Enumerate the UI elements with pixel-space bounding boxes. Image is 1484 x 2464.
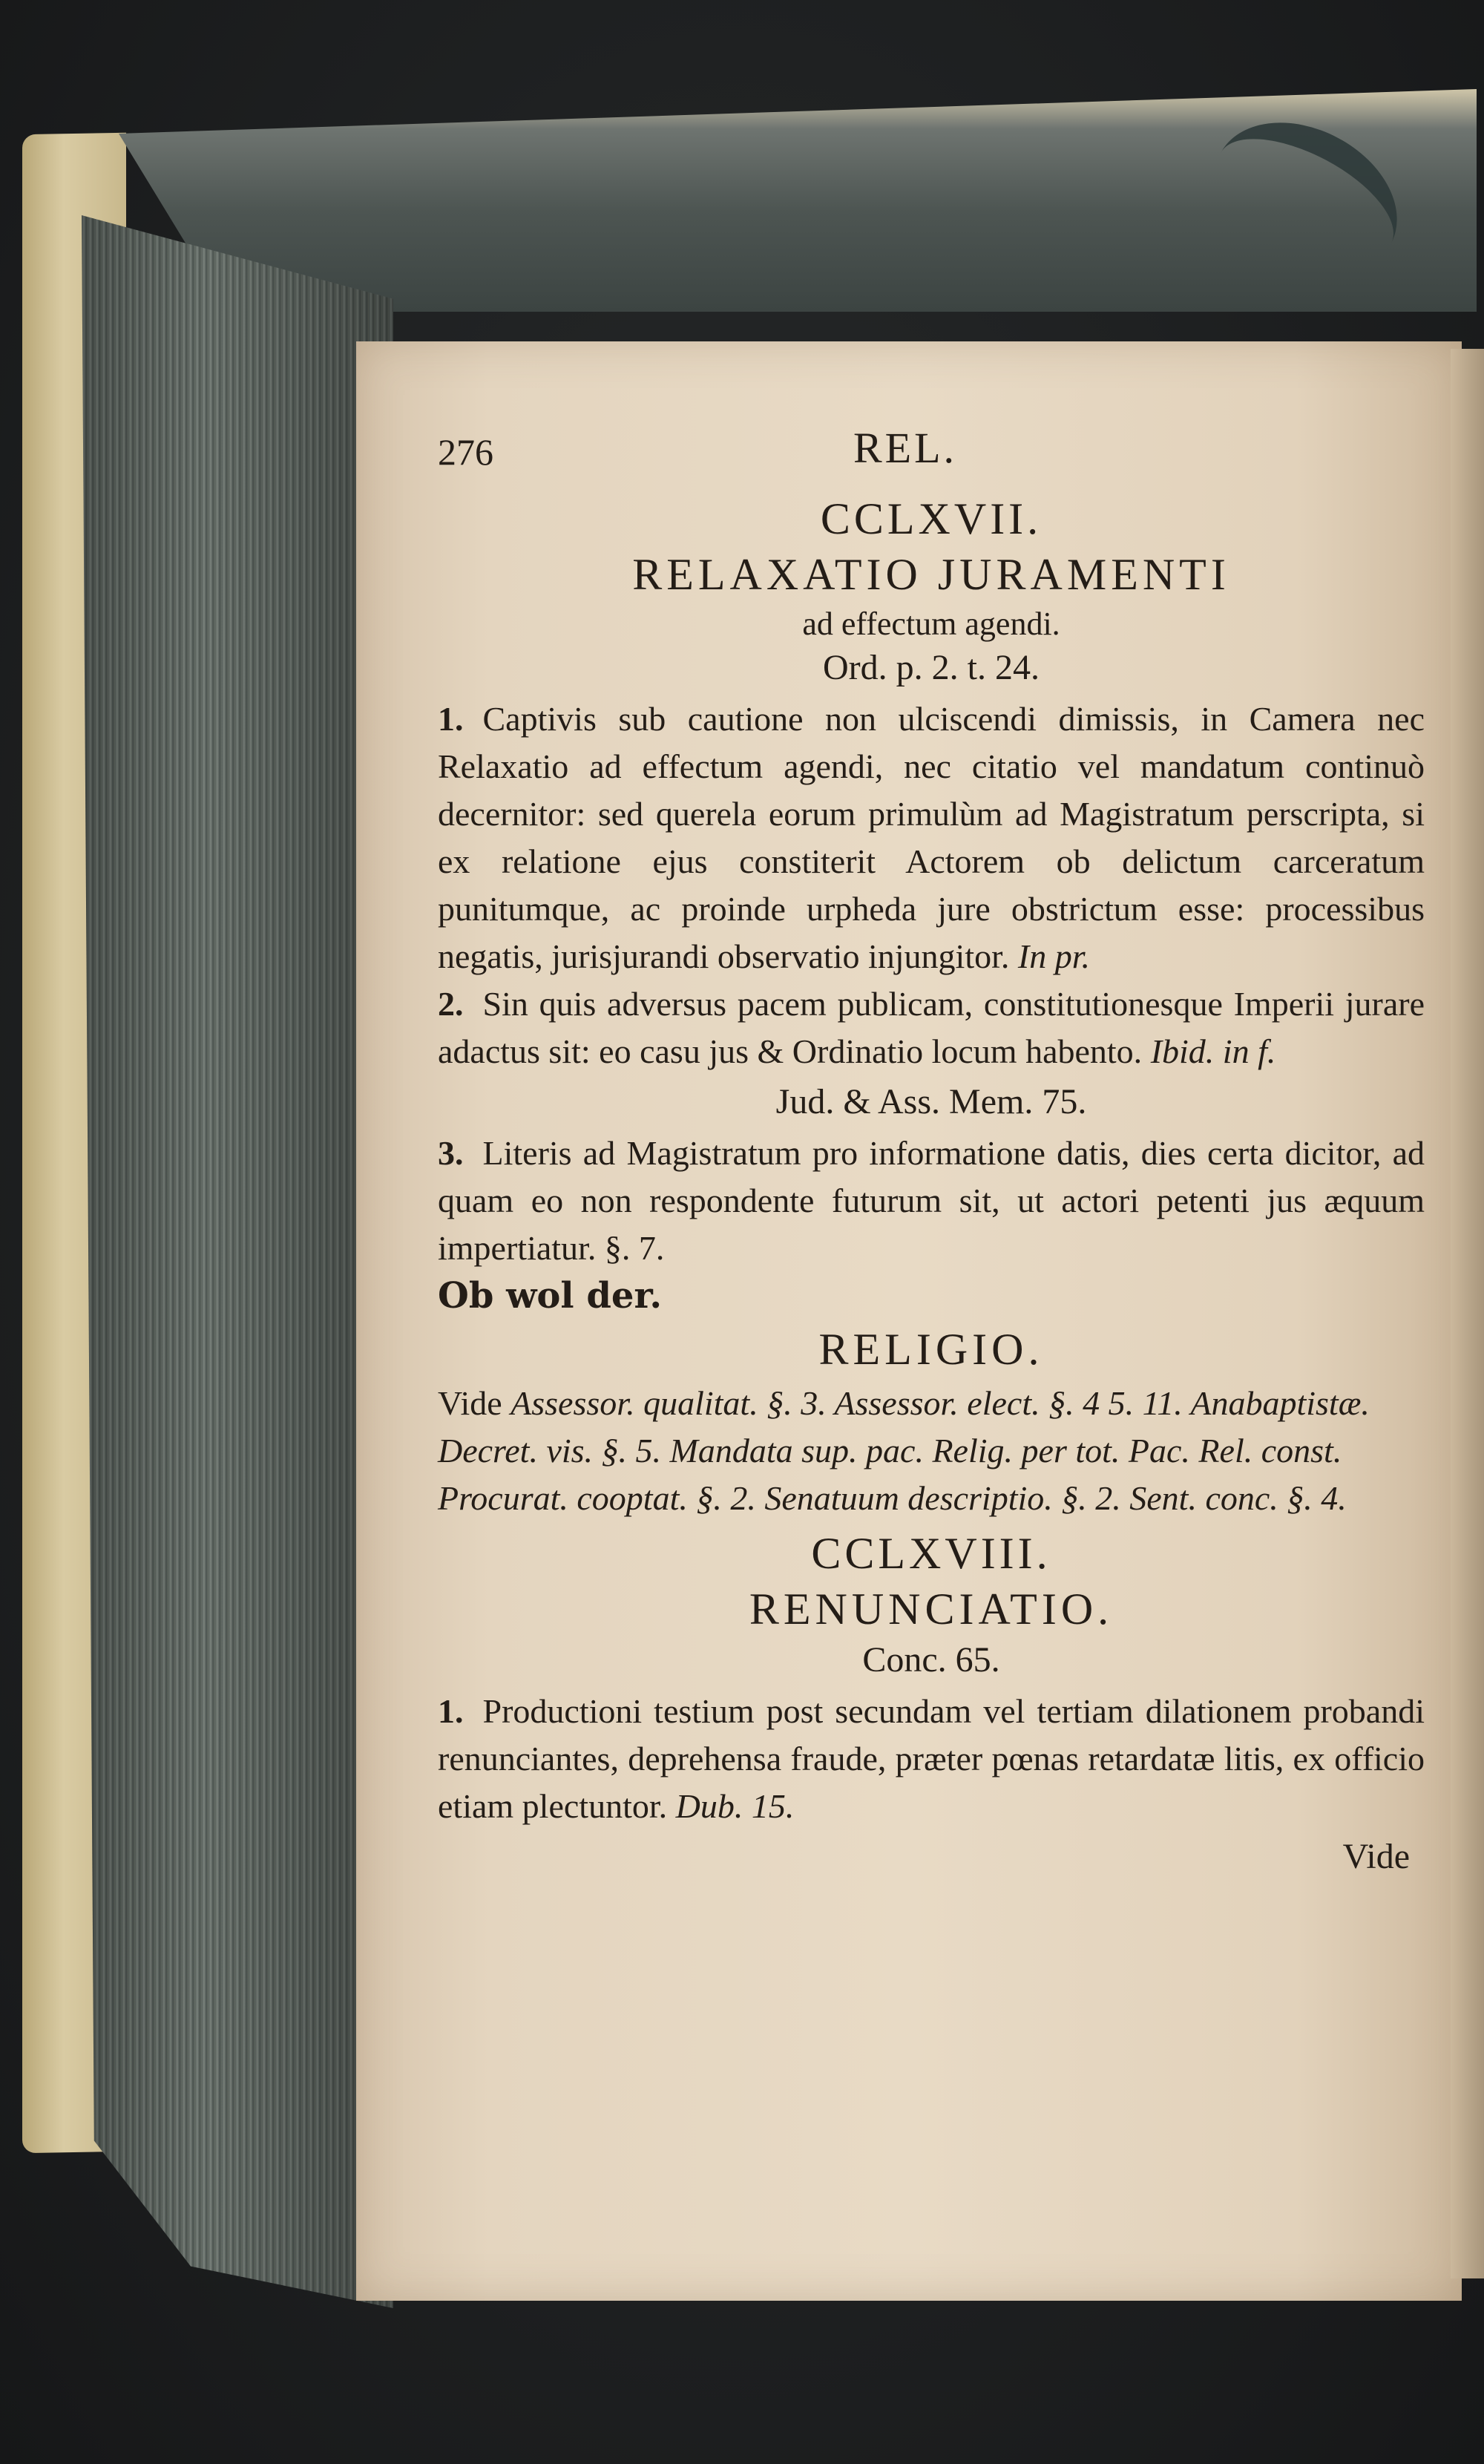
entry-reference-2: Jud. & Ass. Mem. 75. [775,1082,1087,1121]
catchword: Vide [1342,1837,1410,1876]
paragraph-text: Captivis sub cautione non ulciscendi dimissis, in Camera nec Relaxatio ad effectum agendi, nec citatio vel mandatum continuò decernitor: sed querela eorum primulùm ad Magistratum perscripta, si ex relatione ejus constiterit Actorem ob delictum carceratum punitumque, ac proinde urpheda jure obstrictum esse: processibus negatis, jurisjurandi observatio injungitor. [438,700,1425,975]
entry-reference: Conc. 65. [862,1640,1000,1680]
paragraph [438,1688,1425,1830]
entry-subtitle: ad effectum agendi. [802,606,1060,642]
page-header [438,423,1425,494]
entry-title: RELIGIO. [818,1325,1044,1374]
paragraph [438,980,1425,1075]
paragraph-citation: In pr. [1017,937,1091,975]
entry-relaxatio [438,494,1425,1317]
paragraph-number: 1. [438,700,464,738]
paragraph-text: Literis ad Magistratum pro informatione datis, dies certa dicitor, ad quam eo non respondente futurum sit, ut actori petenti jus æquum impertiatur. [438,1134,1425,1267]
paragraph-number: 2. [438,985,464,1023]
vide-lead: Vide [438,1384,502,1422]
entry-reference: Ord. p. 2. t. 24. [823,648,1040,687]
facing-page-edge [1451,349,1484,2278]
entry-title: RENUNCIATIO. [749,1585,1114,1634]
paragraph-text: Sin quis adversus pacem publicam, constitutionesque Imperii jurare adactus sit: eo casu jus & Ordinatio locum habento. [438,985,1425,1070]
book-fore-edge-shade [82,215,393,2308]
running-head: REL. [853,424,958,472]
paragraph-citation: Dub. 15. [675,1787,795,1825]
paragraph-number: 1. [438,1692,464,1730]
entry-religio [438,1324,1425,1522]
page-number: 276 [438,431,493,473]
entry-numeral: CCLXVII. [820,494,1043,543]
page-text [438,423,1425,1877]
entry-title: RELAXATIO JURAMENTI [632,550,1230,599]
entry-renunciatio [438,1528,1425,1830]
paragraph [438,1130,1425,1272]
cross-reference [438,1380,1425,1522]
entry-numeral: CCLXVIII. [811,1529,1051,1578]
paragraph-citation: §. 7. [604,1229,665,1267]
vide-references: Assessor. qualitat. §. 3. Assessor. elect. §. 4 5. 11. Anabaptistæ. Decret. vis. §. 5. Mandata sup. pac. Relig. per tot. Pac. Rel. const. Procurat. cooptat. §. 2. Senatuum descriptio. §. 2. Sent. conc. §. 4. [438,1384,1370,1517]
paragraph-text: Productioni testium post secundam vel tertiam dilationem probandi renunciantes, deprehensa fraude, præter pœnas retardatæ litis, ex officio etiam plectuntor. [438,1692,1425,1825]
paragraph-citation: Ibid. in f. [1150,1032,1276,1070]
paragraph [438,695,1425,980]
paragraph-number: 3. [438,1134,464,1172]
blackletter-phrase: Ob wol der. [438,1275,663,1317]
